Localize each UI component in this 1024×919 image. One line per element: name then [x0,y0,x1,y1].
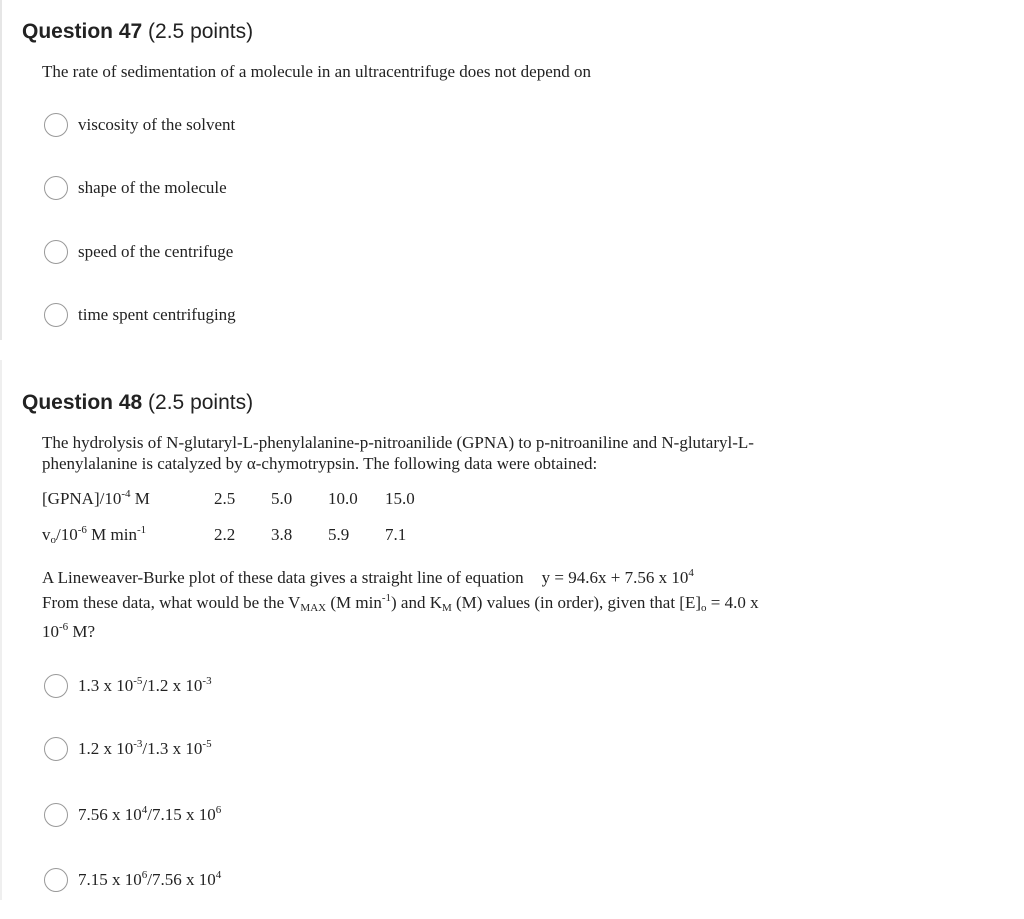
lineweaver-burke-text: A Lineweaver-Burke plot of these data gives a straight line of equation y = 94.6x + 7.56 x $10^4$ [42,567,694,587]
q47-points: (2.5 points) [148,20,254,43]
q48-question-line2: $10^{-6}$ M? [42,621,96,641]
option-label: shape of the molecule [78,178,227,197]
radio-button[interactable] [44,803,68,827]
radio-button[interactable] [44,303,68,327]
table-cell: 2.2 [214,525,236,544]
q48-points: (2.5 points) [148,391,254,414]
q47-option-2[interactable] [44,176,227,200]
q48-intro-line1: The hydrolysis of N-glutaryl-L-phenylalanine-p-nitroanilide (GPNA) to p-nitroaniline and N-glutaryl-L- [42,433,754,452]
table-cell: 10.0 [328,489,358,508]
q48-option-2[interactable] [44,737,212,761]
radio-button[interactable] [44,674,68,698]
q48-title [22,391,253,415]
table-cell: 5.0 [271,489,293,508]
table-cell: 3.8 [271,525,293,544]
q47-title [22,20,253,44]
option-label: 1.2 x $10^{-3}/1.3$ x $10^{-5}$ [78,738,212,758]
option-label: 1.3 x $10^{-5}/1.2$ x $10^{-3}$ [78,675,212,695]
radio-button[interactable] [44,176,68,200]
q47-option-1[interactable] [44,113,235,137]
radio-button[interactable] [44,113,68,137]
q48-option-3[interactable] [44,803,221,827]
q48-number: Question 48 [22,391,143,414]
radio-button[interactable] [44,868,68,892]
option-label: time spent centrifuging [78,305,236,324]
table-cell: 15.0 [385,489,415,508]
q47-option-3[interactable] [44,240,233,264]
lb-equation: y = 94.6x + 7.56 x $10^4$ [541,567,694,587]
radio-button[interactable] [44,240,68,264]
radio-button[interactable] [44,737,68,761]
q48-question-line1: From these data, what would be the $V_{MAX}$ (M $\min^{-1}$) and $K_M$ (M) values (in order), given that $[E]_o = 4.0$ x [42,592,759,614]
q47-number: Question 47 [22,20,143,43]
option-label: 7.56 x $10^4/7.15$ x $10^6$ [78,804,222,824]
q48-intro [42,432,754,474]
option-label: speed of the centrifuge [78,242,234,261]
table-cell: 7.1 [385,525,407,544]
table-row1-label: $[GPNA]/10^{-4}$ M [42,488,150,508]
table-cell: 5.9 [328,525,350,544]
q48-option-4[interactable] [44,868,221,892]
table-cell: 2.5 [214,489,236,508]
option-label: viscosity of the solvent [78,115,236,134]
table-row2-label: $v_o/10^{-6}$ M $\min^{-1}$ [42,524,147,546]
left-border [0,0,2,340]
q48-intro-line2: phenylalanine is catalyzed by α-chymotrypsin. The following data were obtained: [42,454,598,473]
q47-option-4[interactable] [44,303,236,327]
option-label: 7.15 x $10^6/7.56$ x $10^4$ [78,869,222,889]
q48-option-1[interactable] [44,674,212,698]
left-border [0,360,2,900]
q47-prompt: The rate of sedimentation of a molecule in an ultracentrifuge does not depend on [42,62,591,81]
